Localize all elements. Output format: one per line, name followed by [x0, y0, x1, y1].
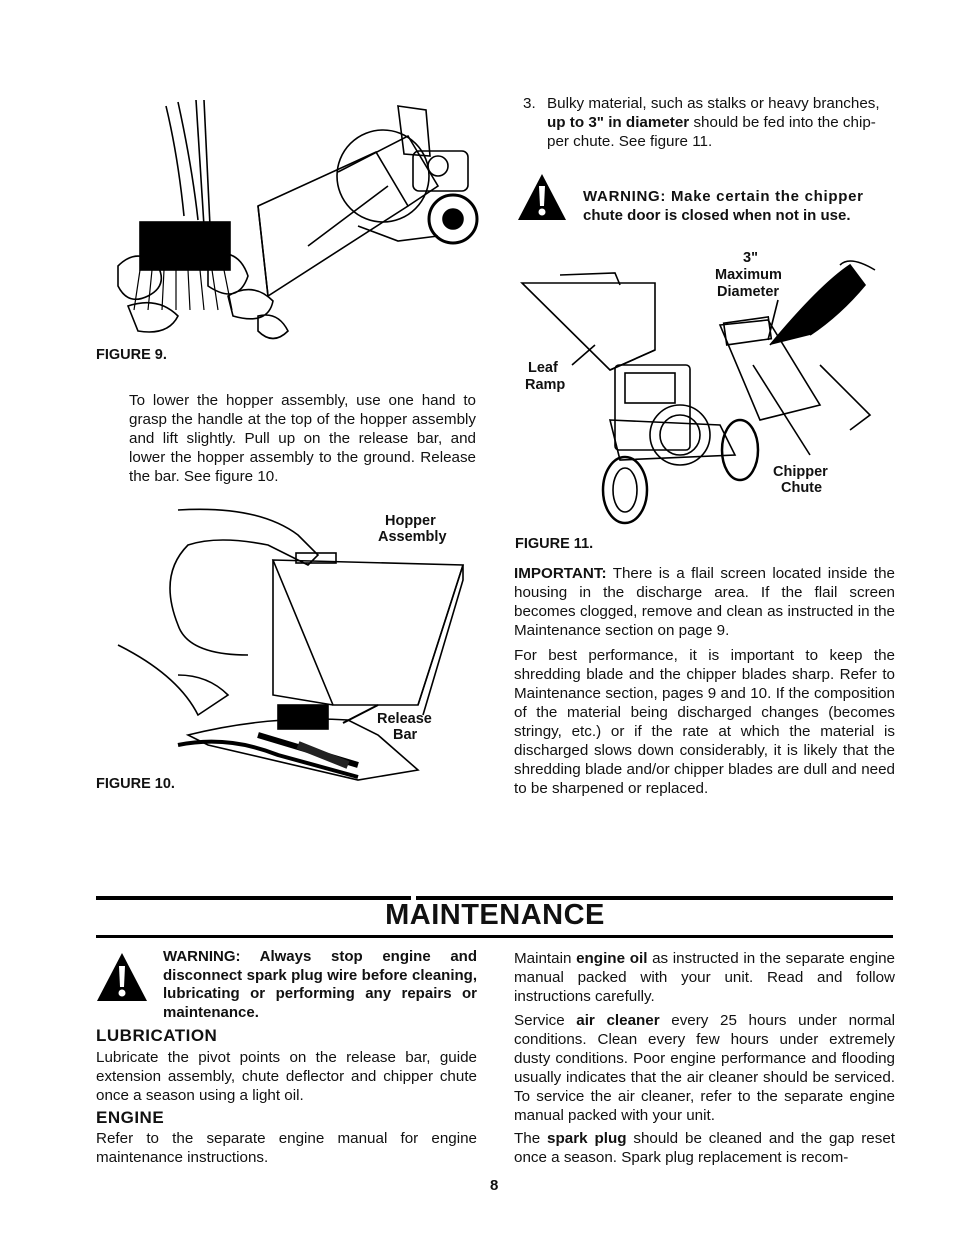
- list-item-number: 3.: [523, 95, 536, 112]
- important-paragraph: [514, 564, 895, 640]
- figure-10-label-assembly: Assembly: [378, 529, 447, 545]
- hopper-lowering-paragraph: To lower the hopper assembly, use one hand to grasp the handle at the top of the hopper assembly and lift slightly. Pull up on the release bar, and lower the hopper assembly to the ground. Release the bar. See figure 10.: [129, 392, 476, 485]
- air-cleaner-paragraph: [514, 1011, 895, 1125]
- air-bold: air cleaner: [576, 1012, 660, 1029]
- warning-triangle-icon: [516, 172, 568, 222]
- warning-line-1: WARNING: Make certain the chipper: [583, 188, 864, 205]
- warning-line-2: chute door is closed when not in use.: [583, 206, 851, 224]
- figure-11-label-leaf: Leaf: [528, 360, 558, 376]
- figure-10-label-bar: Bar: [393, 727, 418, 743]
- figure-11-label-diameter: Diameter: [717, 284, 780, 300]
- item3-text-a: Bulky material, such as stalks or heavy branches,: [547, 95, 880, 112]
- engine-paragraph: Refer to the separate engine manual for engine maintenance instructions.: [96, 1130, 477, 1166]
- engine-oil-paragraph: [514, 949, 895, 1006]
- best-performance-paragraph: For best performance, it is important to keep the shredding blade and the chipper blades sharp. Refer to Maintenance section, pages 9 and 10. If the composition of the material being discharged changes (becomes stringy, etc.) or if the rate at which the material is discharged slows down considerably, it is likely that the shredding blade and/or chipper blades are dull and need to be sharpened or replaced.: [514, 647, 895, 797]
- figure-11-label-chipper: Chipper: [773, 464, 828, 480]
- maintenance-warning: WARNING: Always stop engine and disconnect spark plug wire before cleaning, lubricating or performing any repairs or maintenance.: [163, 948, 477, 1021]
- figure-10-label-release: Release: [377, 711, 432, 727]
- lubrication-paragraph: Lubricate the pivot points on the release bar, guide extension assembly, chute deflector and chipper chute once a season using a light oil.: [96, 1049, 477, 1104]
- figure-11-illustration: [520, 245, 880, 525]
- figure-11-caption: FIGURE 11.: [515, 536, 594, 552]
- figure-11-label-maximum: Maximum: [715, 267, 782, 283]
- figure-9-caption: FIGURE 9.: [96, 347, 167, 363]
- maintenance-bottom-rule: [96, 935, 893, 938]
- list-item-3: [523, 94, 895, 151]
- figure-11-label-ramp: Ramp: [525, 377, 566, 393]
- spark-text-a: The: [514, 1130, 548, 1147]
- item3-text-c: per chute. See figure 11.: [547, 133, 713, 150]
- oil-text-b: as instructed in the separate engine manual packed with your unit. Read and follow instructions carefully.: [514, 950, 895, 1005]
- important-lead: IMPORTANT:: [514, 565, 607, 582]
- item3-bold: up to 3" in diameter: [547, 114, 690, 131]
- engine-heading: ENGINE: [96, 1108, 165, 1127]
- air-text-a: Service: [514, 1012, 577, 1029]
- figure-10-label-hopper: Hopper: [385, 513, 436, 529]
- important-text: There is a flail screen located inside the housing in the discharge area. If the flail screen becomes clogged, remove and clean as instructed in the Maintenance section on page 9.: [514, 565, 895, 639]
- list-item-body: [547, 94, 895, 151]
- page-number: 8: [490, 1177, 499, 1194]
- maintenance-title: MAINTENANCE: [385, 899, 605, 931]
- figure-10-illustration: [118, 505, 468, 790]
- oil-text-a: Maintain: [514, 950, 577, 967]
- lubrication-heading: LUBRICATION: [96, 1026, 218, 1045]
- figure-11-label-chute: Chute: [781, 480, 823, 496]
- spark-plug-paragraph: [514, 1129, 895, 1167]
- chipper-door-warning: [583, 188, 898, 225]
- spark-text-b: should be cleaned and the gap reset once a season. Spark plug replacement is recom-: [514, 1130, 895, 1166]
- warning-triangle-icon: [95, 951, 149, 1003]
- air-text-b: every 25 hours under normal conditions. Clean every few hours under extremely dusty conditions. Poor engine performance and flooding usually indicates that the air cleaner should be serviced. To service the air cleaner, refer to the separate engine manual packed with your unit.: [514, 1012, 895, 1124]
- oil-bold: engine oil: [576, 950, 648, 967]
- spark-bold: spark plug: [547, 1130, 627, 1147]
- figure-11-label-3in: 3": [743, 250, 758, 266]
- figure-10-caption: FIGURE 10.: [96, 776, 175, 792]
- figure-9-illustration: [108, 96, 480, 346]
- item3-text-b: should be fed into the chip-: [689, 114, 876, 131]
